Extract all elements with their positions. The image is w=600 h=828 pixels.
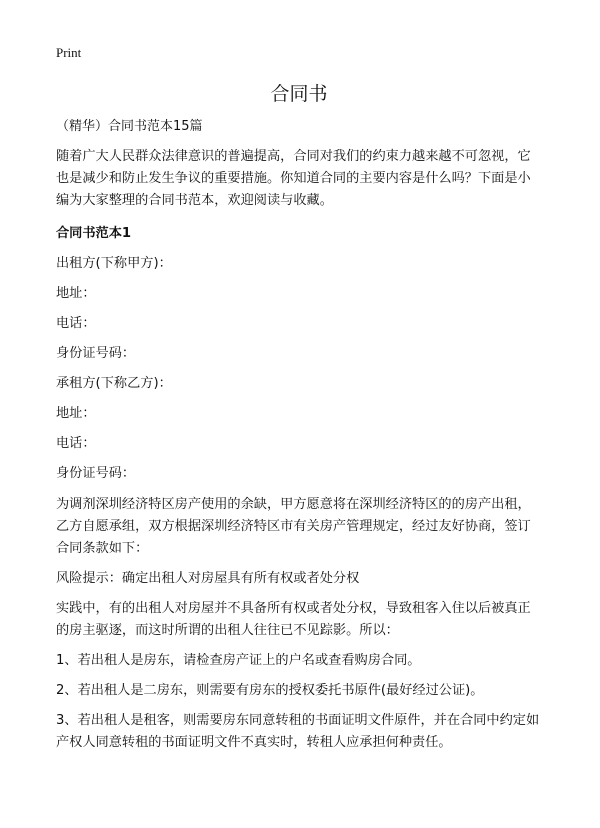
intro-paragraph: 随着广大人民群众法律意识的普遍提高，合同对我们的约束力越来越不可忽视，它也是减少和防止发生争议的重要措施。你知道合同的主要内容是什么吗？下面是小编为大家整理的合同书范本，欢迎阅读与收藏。 [56,149,531,208]
field-lessee-id: 身份证号码： [56,466,136,481]
paragraph-practice: 实践中，有的出租人对房屋并不具备所有权或者处分权，导致租客入住以后被真正的房主驱逐，而这时所谓的出租人往往已不见踪影。所以： [56,601,531,638]
field-lessee-address: 地址： [56,406,96,421]
print-label[interactable]: Print [56,45,82,60]
paragraph-item-1: 1、若出租人是房东，请检查房产证上的户名或查看购房合同。 [56,653,421,668]
field-lessee-phone: 电话： [56,436,96,451]
paragraph-item-2: 2、若出租人是二房东，则需要有房东的授权委托书原件(最好经过公证)。 [56,683,484,698]
field-lessor-id: 身份证号码： [56,346,136,361]
paragraph-item-3: 3、若出租人是租客，则需要房东同意转租的书面证明文件原件，并在合同中约定如产权人同意转租的书面证明文件不真实时，转租人应承担何种责任。 [56,713,540,750]
field-lessor-phone: 电话： [56,316,96,331]
field-lessor-address: 地址： [56,286,96,301]
document-title: 合同书 [270,83,328,105]
paragraph-purpose: 为调剂深圳经济特区房产使用的余缺，甲方愿意将在深圳经济特区的的房产出租，乙方自愿承组，双方根据深圳经济特区市有关房产管理规定，经过友好协商，签订合同条款如下： [56,497,531,556]
paragraph-risk-note: 风险提示：确定出租人对房屋具有所有权或者处分权 [56,571,360,586]
section-heading: 合同书范本1 [56,226,132,241]
field-lessee: 承租方(下称乙方)： [56,376,172,391]
document-subtitle: （精华）合同书范本15篇 [56,119,203,134]
field-lessor: 出租方(下称甲方)： [56,256,172,271]
